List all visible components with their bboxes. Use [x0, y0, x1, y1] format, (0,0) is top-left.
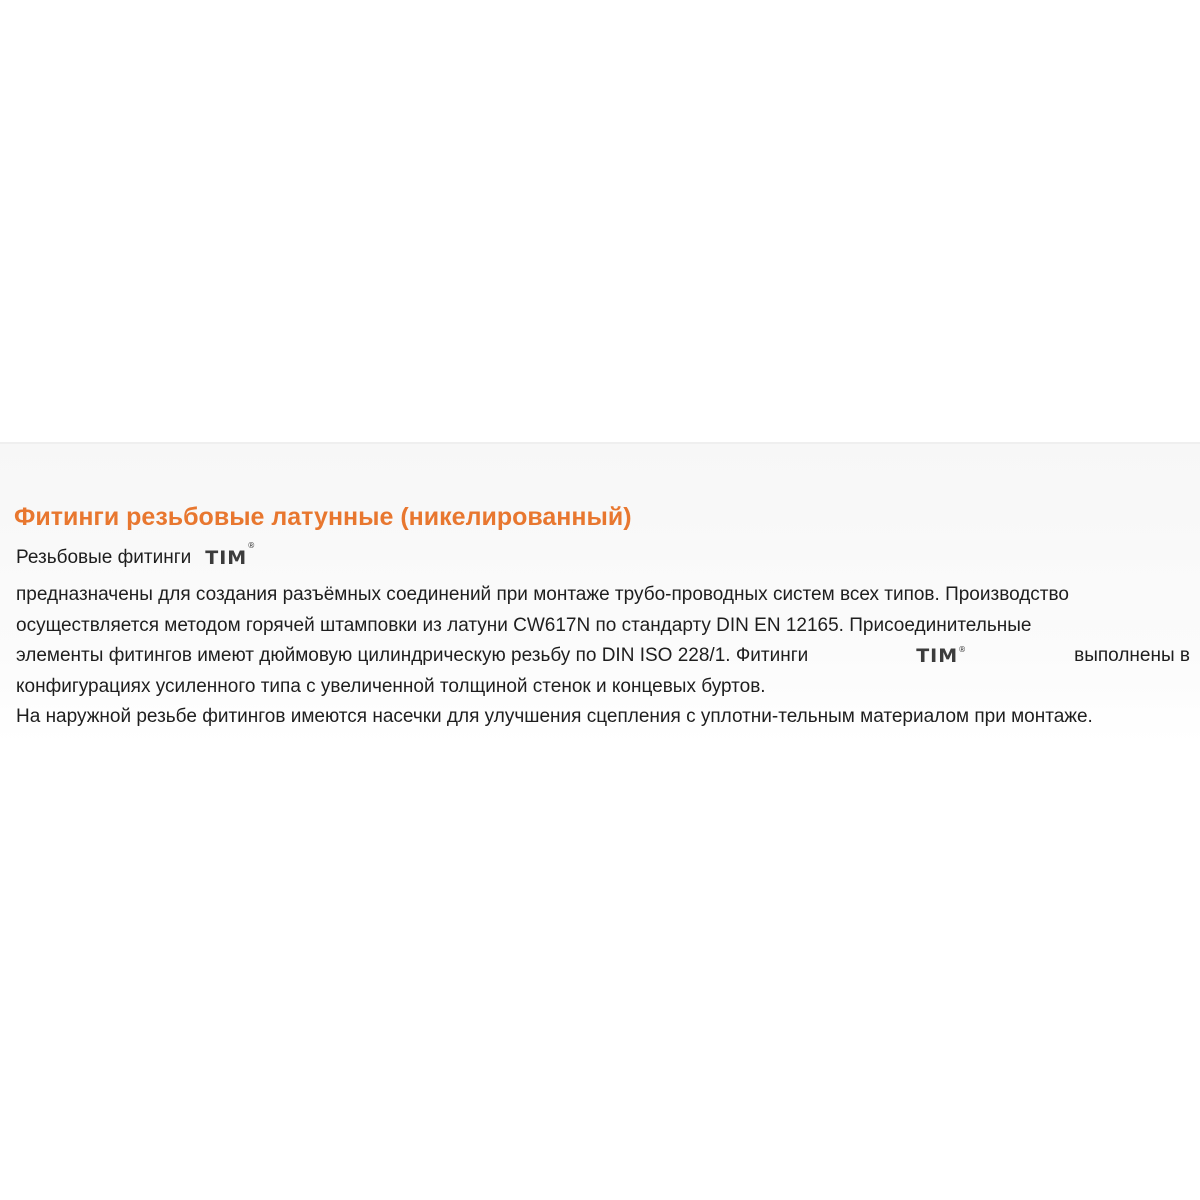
description-line-3 — [16, 641, 1190, 672]
description-line-5: На наружной резьбе фитингов имеются насечки для улучшения сцепления с уплотни-тельным материалом при монтаже. — [16, 706, 1093, 727]
product-title: Фитинги резьбовые латунные (никелированный) — [14, 503, 632, 531]
description-line-3-end: выполнены в — [1074, 645, 1190, 666]
description-line-1: предназначены для создания разъёмных соединений при монтаже трубо-проводных систем всех типов. Производство — [16, 584, 1069, 605]
tim-logo-inline — [916, 641, 966, 672]
intro-text: Резьбовые фитинги — [16, 547, 192, 568]
description-line-4: конфигурациях усиленного типа с увеличенной толщиной стенок и концевых буртов. — [16, 675, 766, 697]
tim-logo-inline-text: TIM — [916, 645, 959, 667]
tim-logo-text: TIM — [205, 547, 248, 569]
tim-logo — [205, 541, 256, 569]
registered-mark-inline: ® — [958, 645, 967, 654]
description-line-2: осуществляется методом горячей штамповки из латуни CW617N по стандарту DIN EN 12165. Присоединительные — [16, 614, 1032, 636]
registered-mark: ® — [247, 541, 256, 550]
description-body — [16, 580, 1190, 733]
intro-line — [16, 541, 256, 569]
blank-top-area — [0, 0, 1200, 442]
description-line-3-start: элементы фитингов имеют дюймовую цилиндрическую резьбу по DIN ISO 228/1. Фитинги — [16, 645, 809, 666]
